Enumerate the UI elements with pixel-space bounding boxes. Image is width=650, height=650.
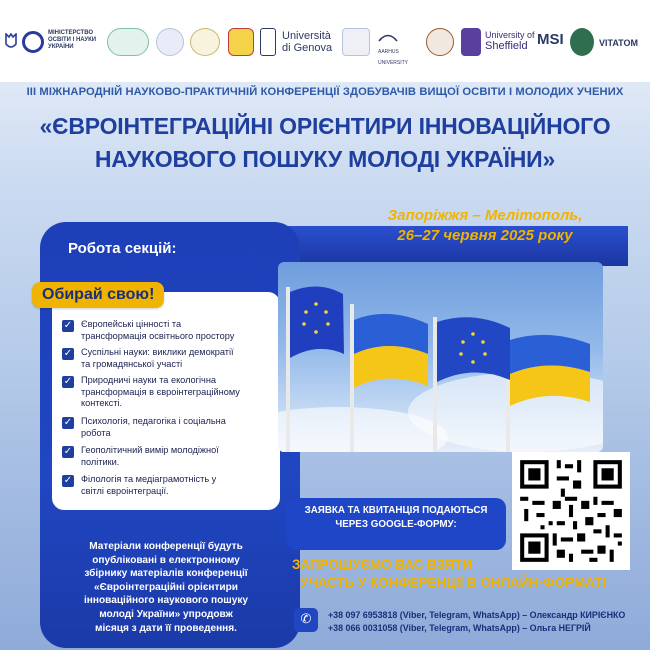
sheffield-bottom: Sheffield bbox=[485, 40, 528, 52]
topic-line: Європейські цінності та bbox=[81, 319, 182, 329]
checkbox-icon: ✓ bbox=[63, 417, 73, 428]
place-line2: 26–27 червня 2025 року bbox=[397, 227, 573, 244]
conference-title bbox=[6, 110, 644, 176]
conference-title-line1: «ЄВРОІНТЕГРАЦІЙНІ ОРІЄНТИРИ ІННОВАЦІЙНОГО bbox=[39, 113, 611, 139]
materials-line: молоді України» упродовж bbox=[99, 608, 233, 620]
contacts bbox=[328, 609, 648, 636]
flags-photo bbox=[278, 262, 603, 452]
trident-icon bbox=[5, 33, 17, 51]
topic-line: Природничі науки та екологічна bbox=[81, 375, 217, 385]
materials-note bbox=[52, 540, 280, 635]
checkbox-icon: ✓ bbox=[63, 348, 73, 359]
ministry-label: МІНІСТЕРСТВО ОСВІТИ І НАУКИ УКРАЇНИ bbox=[48, 30, 97, 50]
topic-line: трансформація освітнього простору bbox=[81, 330, 235, 341]
topic-line: світлі євроінтеграції. bbox=[81, 485, 169, 496]
checkbox-icon: ✓ bbox=[63, 376, 73, 387]
partner-logo-5 bbox=[260, 28, 276, 56]
materials-line: збірнику матеріалів конференції bbox=[84, 568, 248, 580]
topic-line: трансформація в євроінтеграційному bbox=[81, 386, 240, 397]
qr-code-image bbox=[512, 452, 630, 570]
partner-logo-8 bbox=[461, 28, 481, 56]
ministry-logo-icon bbox=[22, 31, 44, 53]
choose-badge: Обирай свою! bbox=[32, 282, 164, 308]
invite-line2: УЧАСТЬ У КОНФЕРЕНЦІЇ В ОНЛАЙН-ФОРМАТІ bbox=[300, 575, 607, 590]
topic-line: та громадянської участі bbox=[81, 358, 183, 369]
checkbox-icon: ✓ bbox=[63, 320, 73, 331]
materials-line: «Євроінтеграційні орієнтири bbox=[93, 581, 239, 593]
invite-line1: ЗАПРОШУЄМО ВАС ВЗЯТИ bbox=[292, 557, 472, 572]
materials-line: опубліковані в електронному bbox=[92, 554, 240, 566]
partner-logos-bar bbox=[0, 0, 650, 82]
partner-logo-1 bbox=[107, 28, 149, 56]
online-invite bbox=[286, 556, 646, 592]
msi-logo: MSI bbox=[537, 31, 564, 48]
genova-top: Università bbox=[282, 30, 331, 42]
partner-logo-4-crest bbox=[228, 28, 254, 56]
flags-image bbox=[278, 262, 603, 452]
form-line1: ЗАЯВКА ТА КВИТАНЦІЯ ПОДАЮТЬСЯ bbox=[304, 505, 488, 516]
vitatom-logo: VITATOM bbox=[599, 38, 638, 48]
topic-line: Філологія та медіаграмотність у bbox=[81, 474, 217, 484]
partner-logo-3 bbox=[190, 28, 220, 56]
partner-logo-9 bbox=[570, 28, 594, 56]
checkbox-icon: ✓ bbox=[63, 446, 73, 457]
topic-line: політики. bbox=[81, 456, 120, 467]
partner-logo-2 bbox=[156, 28, 184, 56]
materials-line: Матеріали конференції будуть bbox=[89, 541, 243, 552]
aarhus-icon bbox=[378, 32, 398, 42]
topic-line: контексті. bbox=[81, 398, 123, 409]
contact-line: +38 097 6953818 (Viber, Telegram, WhatsApp) – Олександр КИРІЄНКО bbox=[328, 610, 626, 620]
sheffield-logo bbox=[485, 30, 535, 52]
checkbox-icon: ✓ bbox=[63, 475, 73, 486]
form-info-text bbox=[290, 504, 502, 532]
genova-bottom: di Genova bbox=[282, 42, 333, 54]
form-line2: ЧЕРЕЗ GOOGLE-ФОРМУ: bbox=[335, 519, 457, 530]
topic-line: Психологія, педагогіка і соціальна bbox=[81, 416, 226, 426]
sheffield-top: University of bbox=[485, 30, 535, 40]
qr-code-icon[interactable] bbox=[512, 452, 630, 570]
genova-logo bbox=[282, 30, 332, 54]
sections-title: Робота секцій: bbox=[68, 240, 177, 257]
topic-line: Суспільні науки: виклики демократії bbox=[81, 347, 234, 357]
contact-line: +38 066 0031058 (Viber, Telegram, WhatsApp) – Ольга НЕГРІЙ bbox=[328, 623, 591, 634]
phone-icon: ✆ bbox=[294, 608, 318, 632]
partner-logo-6 bbox=[342, 28, 370, 56]
topic-line: Геополітичний вимір молодіжної bbox=[81, 445, 219, 455]
materials-line: місяця з дати її проведення. bbox=[95, 622, 237, 634]
partner-logo-7 bbox=[426, 28, 454, 56]
topic-line: робота bbox=[81, 427, 111, 438]
place-and-date bbox=[340, 206, 630, 246]
place-line1: Запоріжжя – Мелітополь, bbox=[387, 207, 583, 224]
conference-subtitle: ІІІ МІЖНАРОДНІЙ НАУКОВО-ПРАКТИЧНІЙ КОНФЕРЕНЦІЇ ЗДОБУВАЧІВ ВИЩОЇ ОСВІТИ І МОЛОДИХ УЧЕНИХ bbox=[26, 86, 624, 98]
aarhus-label: AARHUS UNIVERSITY bbox=[378, 49, 409, 66]
materials-line: інноваційного наукового пошуку bbox=[83, 595, 248, 607]
aarhus-logo bbox=[378, 32, 422, 69]
conference-title-line2: НАУКОВОГО ПОШУКУ МОЛОДІ УКРАЇНИ» bbox=[94, 146, 556, 172]
